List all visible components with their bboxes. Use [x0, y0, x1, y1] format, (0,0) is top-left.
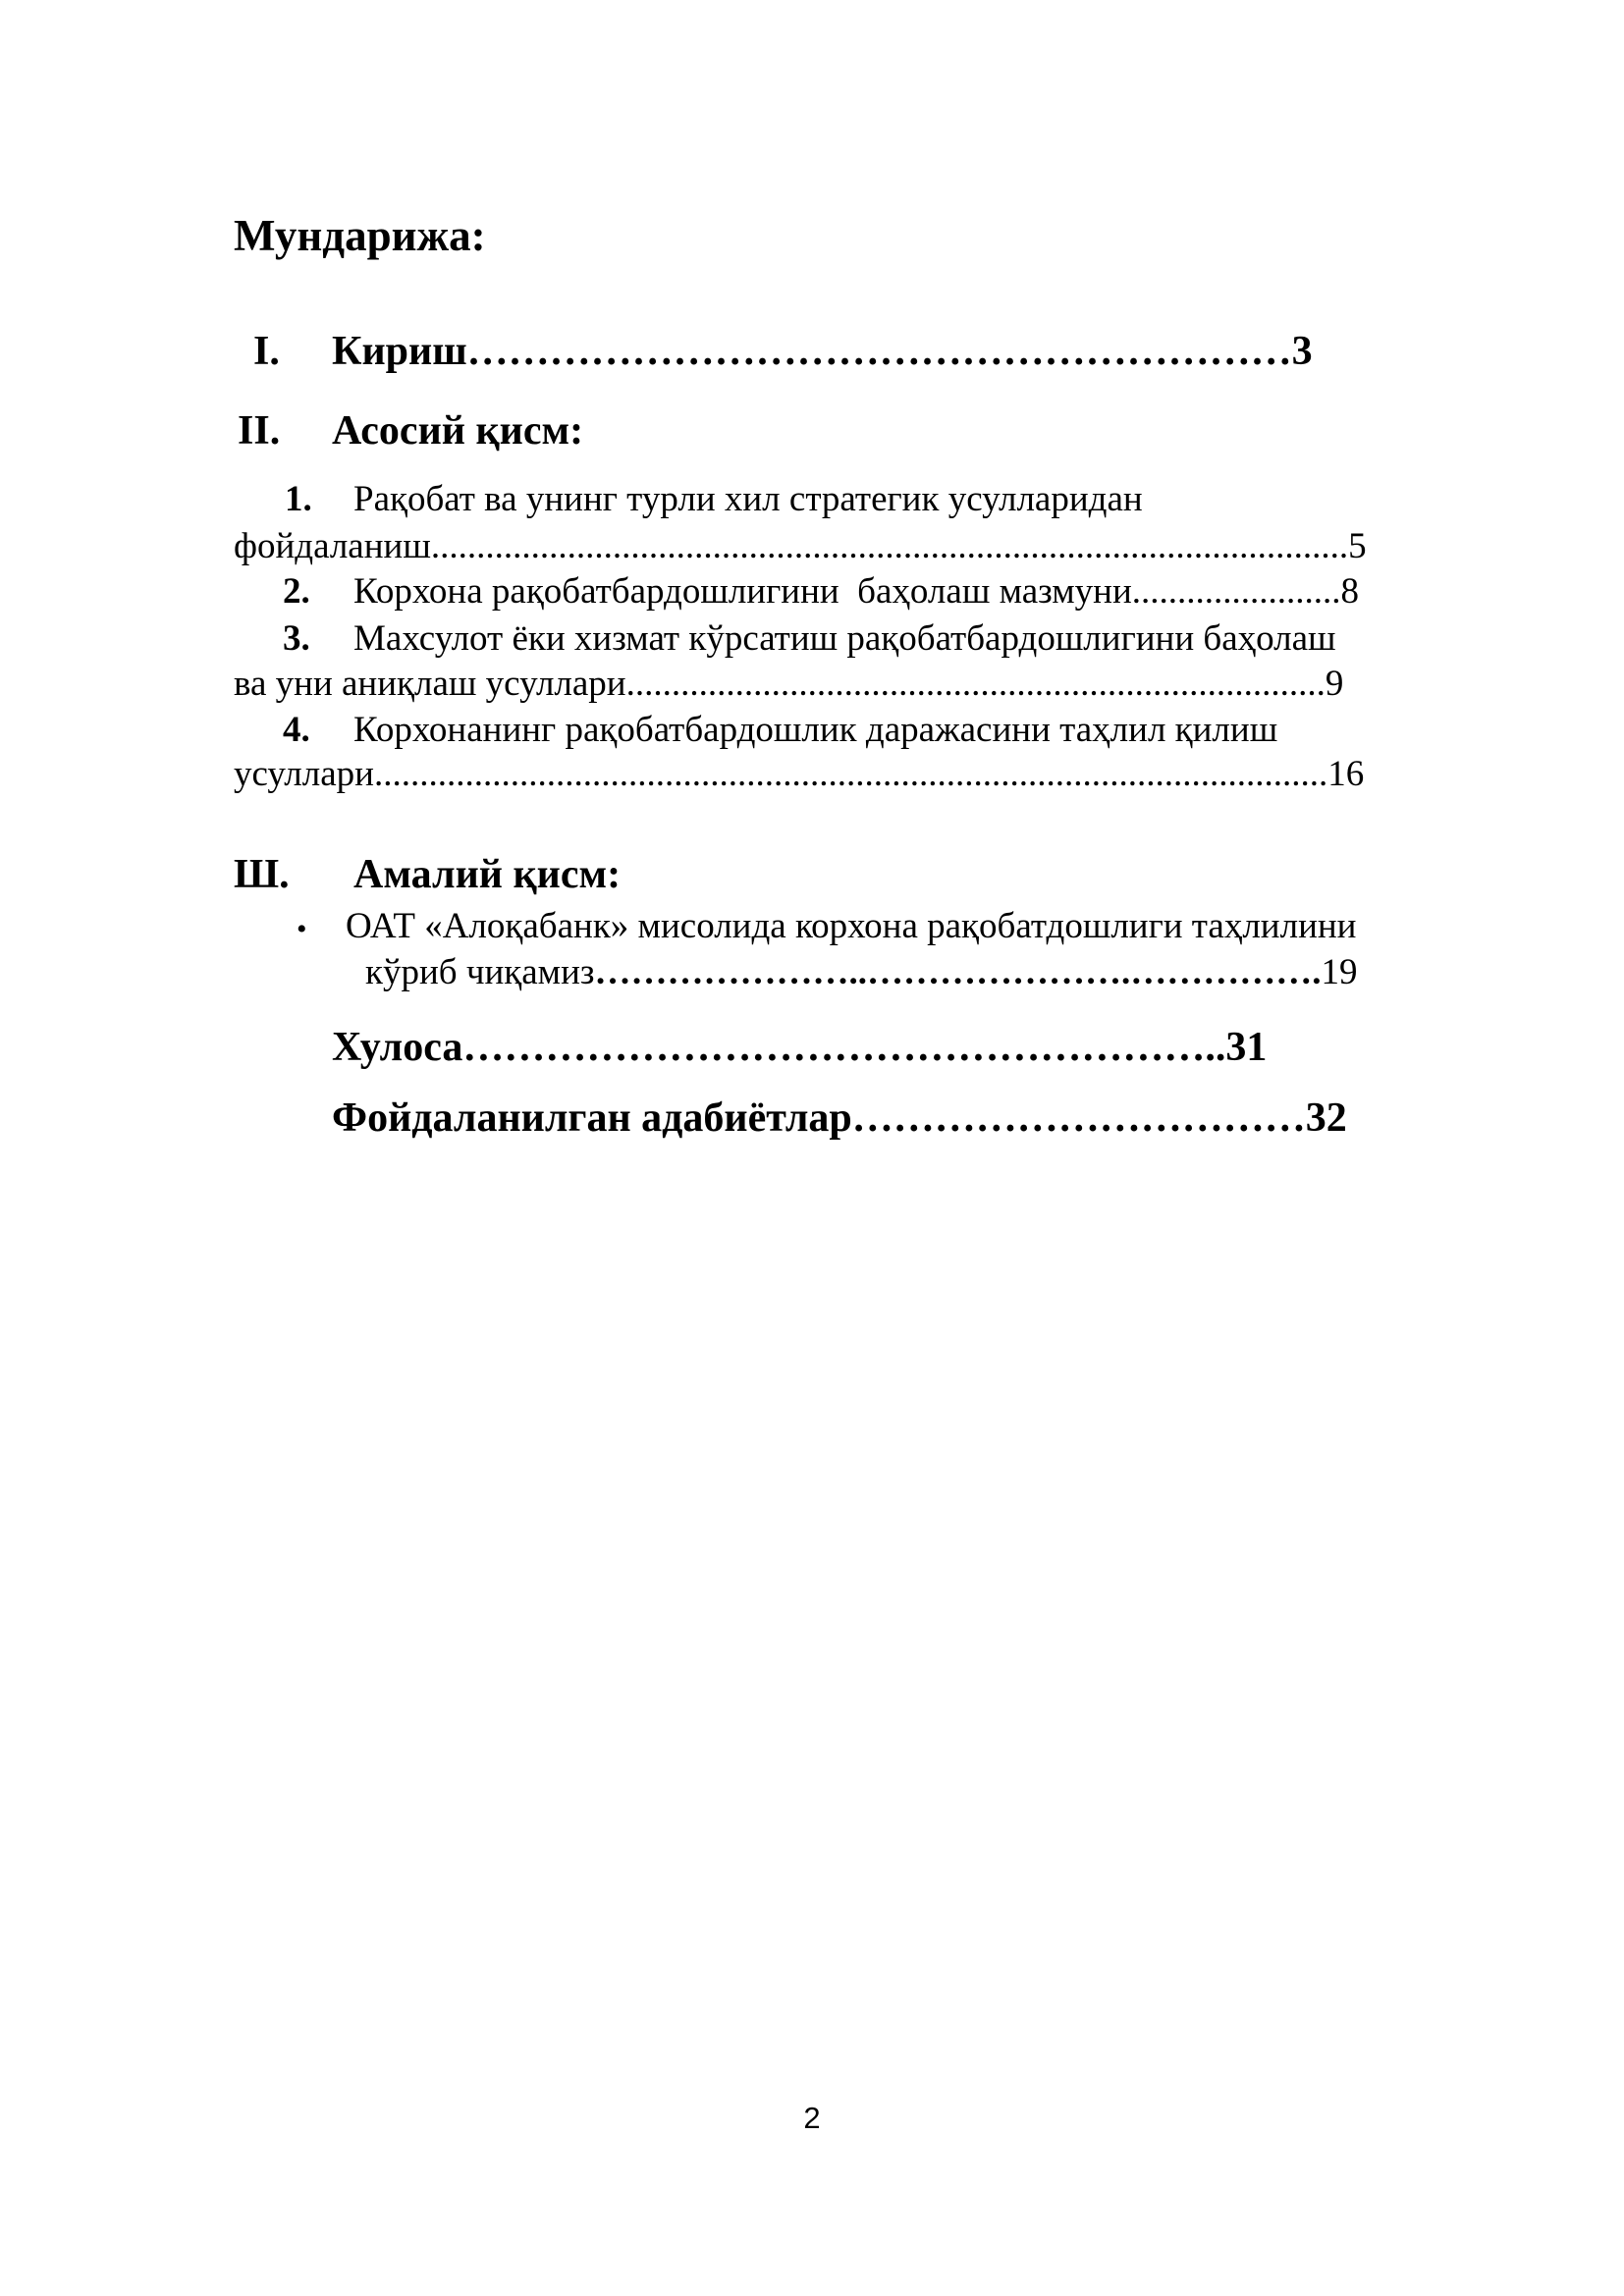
conclusion-line: Хулоса………………………………………………..31	[332, 1025, 1268, 1070]
practical-bullet-line2-text: кўриб чиқамиз	[365, 952, 595, 992]
practical-bullet-line2-page: 19	[1321, 952, 1358, 992]
bullet-icon: •	[297, 913, 307, 945]
subitem-3-number: 3.	[283, 618, 310, 659]
section-intro-line: Кириш……………………………………………………3	[332, 329, 1313, 374]
subitem-2-number: 2.	[283, 571, 310, 612]
subitem-1-line2: фойдаланиш.....................................................................................................5	[234, 526, 1367, 566]
subitem-1-line1: Рақобат ва унинг турли хил стратегик усулларидан	[353, 479, 1143, 519]
subitem-3-line2: ва уни аниқлаш усуллари.............................................................................9	[234, 664, 1344, 704]
subitem-4-number: 4.	[283, 710, 310, 750]
subitem-2-line1: Корхона рақобатбардошлигини баҳолаш мазмуни.......................8	[353, 571, 1360, 612]
practical-bullet-line2	[365, 954, 1358, 990]
subitem-3-line1: Махсулот ёки хизмат кўрсатиш рақобатбардошлигини баҳолаш	[353, 618, 1336, 659]
practical-bullet-line2-leaders: …………………..………………….…………….	[594, 952, 1322, 992]
section-practical-colon: :	[607, 852, 622, 897]
page-number: 2	[803, 2101, 821, 2135]
section-main-numeral: II.	[238, 408, 281, 454]
section-practical-heading-text: Амалий қисм	[353, 852, 608, 897]
references-line: Фойдаланилган адабиётлар……………………………32	[332, 1095, 1347, 1141]
page-title: Мундарижа:	[234, 211, 486, 260]
practical-bullet-line1: ОАТ «Алоқабанк» мисолида корхона рақобатдошлиги таҳлилини	[346, 906, 1357, 946]
section-practical-heading	[353, 854, 621, 895]
subitem-4-line1: Корхонанинг рақобатбардошлик даражасини таҳлил қилиш	[353, 710, 1278, 750]
section-practical-numeral: Ш.	[234, 852, 290, 897]
section-intro-numeral: I.	[253, 329, 280, 374]
section-main-heading: Асосий қисм:	[332, 408, 584, 454]
subitem-1-number: 1.	[285, 479, 312, 519]
subitem-4-line2: усуллари.........................................................................................................16	[234, 754, 1365, 794]
